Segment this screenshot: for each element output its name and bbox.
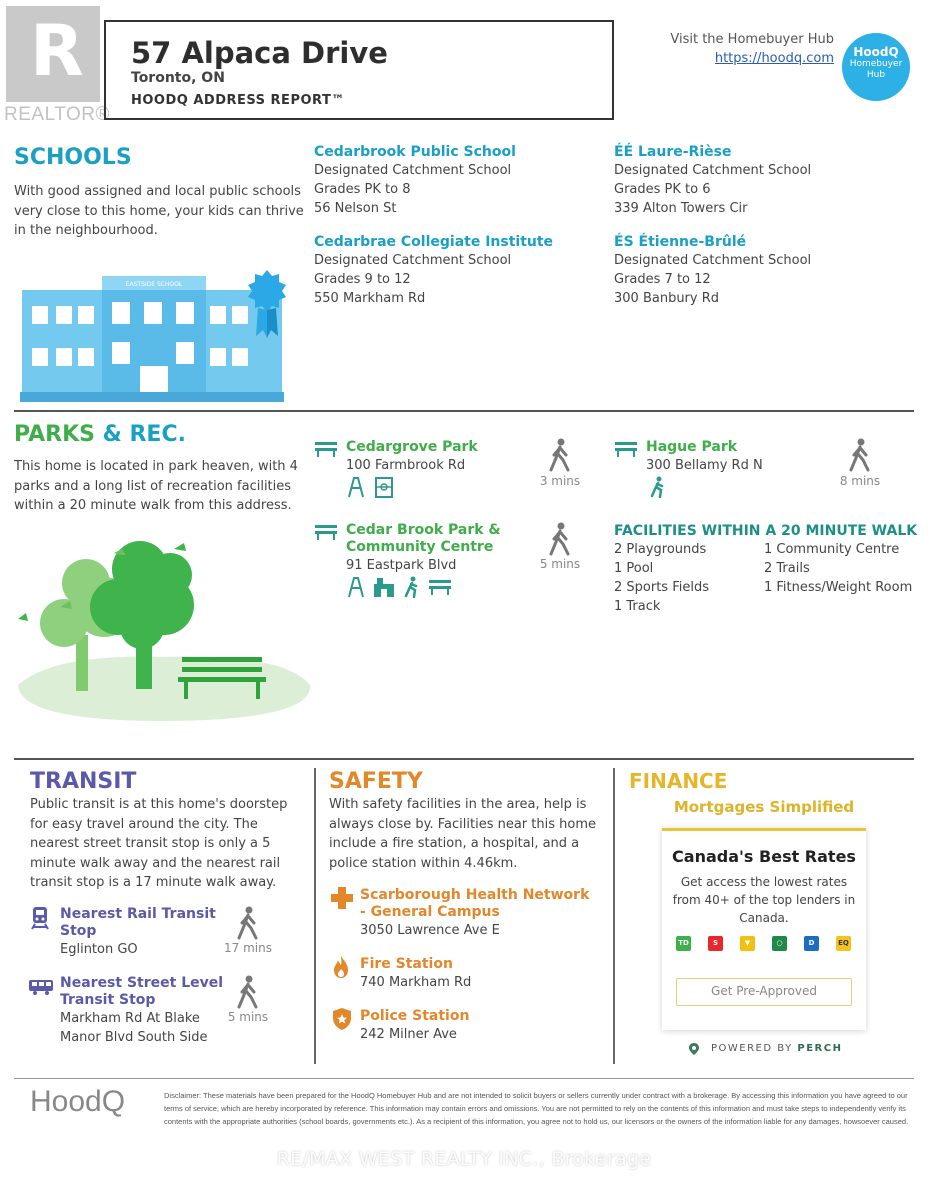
safety-title: SAFETY [329, 769, 423, 794]
parks-description: This home is located in park heaven, with 4 parks and a long list of recreation facilities within a 20 minute walk from this address. [14, 459, 298, 513]
park-name[interactable] [346, 522, 501, 556]
walk-icon [236, 975, 260, 1009]
walk-time: 5 mins [227, 1010, 269, 1024]
bench-icon [314, 440, 338, 458]
street-name-line1: Nearest Street Level [60, 975, 224, 991]
street-name-line2: Transit Stop [60, 992, 156, 1008]
safety-description: With safety facilities in the area, help is always close by. Facilities near this home include a fire station, a hospital, and a police station within 4.46km. [329, 797, 596, 871]
playground-icon [346, 576, 366, 598]
finance-title: FINANCE [629, 769, 728, 793]
fire-station-name[interactable]: Fire Station [360, 956, 453, 972]
park-illustration [14, 535, 314, 725]
transit-title: TRANSIT [30, 769, 137, 794]
column-divider [613, 768, 615, 1064]
runner-icon [402, 576, 420, 598]
powered-by [711, 1043, 842, 1054]
perch-brand: PERCH [797, 1043, 843, 1054]
report-label: HOODQ ADDRESS REPORT™ [131, 93, 345, 108]
parks-title [14, 422, 186, 447]
park-name-line1: Cedar Brook Park & [346, 522, 501, 538]
location-pin-icon [688, 1042, 700, 1056]
walk-icon [548, 522, 572, 556]
school-grades: Grades PK to 8 [314, 182, 411, 197]
playground-icon [346, 476, 366, 498]
page-title: 57 Alpaca Drive [131, 36, 388, 70]
td-bank-icon: TD [676, 936, 691, 951]
school-item [314, 234, 604, 308]
school-name[interactable]: ÉÉ Laure-Rièse [614, 144, 732, 160]
bus-icon [28, 978, 54, 996]
facility-item: 2 Sports Fields [614, 580, 709, 595]
school-name[interactable]: Cedarbrae Collegiate Institute [314, 234, 554, 250]
police-station-name[interactable]: Police Station [360, 1008, 470, 1024]
sports-field-icon [374, 476, 394, 498]
street-stop-line1: Markham Rd At Blake [60, 1011, 200, 1026]
eq-bank-icon: EQ [836, 936, 851, 951]
lender-blue-icon: D [804, 936, 819, 951]
hospital-name-line1: Scarborough Health Network [360, 887, 590, 903]
desjardins-shield-icon: ▼ [740, 936, 755, 951]
walk-time: 8 mins [839, 474, 881, 488]
fire-station-address: 740 Markham Rd [360, 975, 472, 990]
facility-item: 1 Community Centre [764, 542, 900, 557]
walk-time: 5 mins [539, 557, 581, 571]
address-city: Toronto, ON [131, 70, 225, 86]
realtor-logo-letter: R [30, 10, 84, 92]
realtor-wordmark: REALTOR® [4, 104, 110, 125]
powered-by-prefix: POWERED BY [711, 1043, 793, 1054]
hub-link[interactable]: https://hoodq.com [714, 51, 834, 66]
lender-logos [676, 936, 852, 952]
police-station-address: 242 Milner Ave [360, 1027, 457, 1042]
facility-item: 1 Track [614, 599, 661, 614]
street-stop [60, 1009, 208, 1047]
school-sign-text: EASTSIDE SCHOOL [125, 281, 183, 288]
school-type: Designated Catchment School [614, 253, 812, 268]
train-icon [30, 906, 50, 930]
facility-item: 2 Playgrounds [614, 542, 707, 557]
rail-transit-name[interactable] [60, 906, 216, 940]
park-name[interactable]: Hague Park [646, 439, 738, 455]
hoodq-logo: HoodQ [30, 1085, 126, 1118]
school-address: 300 Banbury Rd [614, 291, 720, 306]
park-address: 100 Farmbrook Rd [346, 458, 466, 473]
hoodq-hub-badge[interactable] [842, 33, 910, 101]
parks-title-a: PARKS [14, 422, 95, 447]
scotiabank-icon: S [708, 936, 723, 951]
school-grades: Grades 7 to 12 [614, 272, 711, 287]
badge-sub2: Hub [866, 70, 886, 80]
section-divider [14, 410, 914, 412]
track-runner-icon [648, 476, 666, 498]
school-address: 339 Alton Towers Cir [614, 201, 748, 216]
disclaimer: Disclaimer: These materials have been prepared for the HoodQ Homebuyer Hub and are not intended to solicit buyers or sellers currently under contract with a brokerage. By accessing this information you have agreed to our terms of service, which are hereby incorporated by reference. This information may contain errors and omissions. You are not permitted to rely on the contents of this information and must take steps to independently verify its contents with the appropriate authorities (school boards, governments etc.). As a recipient of this information, you agree not to hold us, our licensors or the owners of the information liable for any damages, howsoever caused. [164, 1091, 909, 1126]
facility-item: 2 Trails [764, 561, 810, 576]
school-address: 56 Nelson St [314, 201, 397, 216]
section-divider [14, 758, 914, 760]
facility-item: 1 Fitness/Weight Room [764, 580, 913, 595]
park-name-line2: Community Centre [346, 539, 494, 555]
badge-title: HoodQ [853, 45, 899, 59]
school-item [314, 144, 604, 218]
walk-icon [236, 906, 260, 940]
walk-icon [548, 438, 572, 472]
fire-icon [332, 955, 350, 979]
rail-name-line2: Stop [60, 923, 97, 939]
hub-visit-text: Visit the Homebuyer Hub [670, 32, 834, 47]
schools-description: With good assigned and local public schools very close to this home, your kids can thrive in the neighbourhood. [14, 184, 304, 238]
card-title: Canada's Best Rates [672, 847, 856, 866]
school-name[interactable]: ÉS Étienne-Brûlé [614, 234, 747, 250]
park-name[interactable]: Cedargrove Park [346, 439, 478, 455]
facility-item: 1 Pool [614, 561, 654, 576]
get-pre-approved-button[interactable]: Get Pre-Approved [676, 978, 852, 1006]
bench-icon [428, 578, 452, 596]
school-item [614, 144, 904, 218]
police-shield-icon [332, 1007, 352, 1031]
school-type: Designated Catchment School [314, 163, 512, 178]
park-address: 300 Bellamy Rd N [646, 458, 763, 473]
hospital-name-line2: - General Campus [360, 904, 500, 920]
street-transit-name[interactable] [60, 975, 223, 1009]
rail-stop: Eglinton GO [60, 942, 138, 957]
school-illustration [20, 262, 304, 402]
facilities-title: FACILITIES WITHIN A 20 MINUTE WALK [614, 523, 918, 539]
parks-title-b: & REC. [102, 422, 186, 447]
walk-icon [848, 438, 872, 472]
column-divider [314, 768, 316, 1064]
school-name[interactable]: Cedarbrook Public School [314, 144, 516, 160]
bench-icon [614, 440, 638, 458]
school-type: Designated Catchment School [314, 253, 512, 268]
transit-description: Public transit is at this home's doorstep for easy travel around the city. The nearest street transit stop is only a 5 minute walk away and the nearest rail transit stop is a 17 minute walk away. [30, 797, 288, 890]
school-item [614, 234, 904, 308]
school-type: Designated Catchment School [614, 163, 812, 178]
street-stop-line2: Manor Blvd South Side [60, 1030, 208, 1045]
facilities-list-left [614, 540, 762, 616]
footer-divider [14, 1078, 914, 1079]
lender-green-icon: ○ [772, 936, 787, 951]
badge-sub1: Homebuyer [849, 59, 903, 69]
school-address: 550 Markham Rd [314, 291, 426, 306]
walk-time: 3 mins [539, 474, 581, 488]
school-grades: Grades PK to 6 [614, 182, 711, 197]
park-address: 91 Eastpark Blvd [346, 558, 457, 573]
hospital-address: 3050 Lawrence Ave E [360, 923, 500, 938]
community-centre-icon [372, 576, 396, 598]
hospital-cross-icon [330, 886, 354, 910]
school-grades: Grades 9 to 12 [314, 272, 411, 287]
finance-tagline: Mortgages Simplified [673, 798, 855, 816]
walk-time: 17 mins [224, 941, 272, 955]
card-text: Get access the lowest rates from 40+ of the top lenders in Canada. [672, 875, 856, 925]
hospital-name[interactable] [360, 887, 589, 921]
facilities-list-right [764, 540, 914, 597]
bench-icon [314, 523, 338, 541]
realtor-logo [6, 6, 100, 102]
brokerage-watermark: RE/MAX WEST REALTY INC., Brokerage [276, 1148, 652, 1170]
rail-name-line1: Nearest Rail Transit [60, 906, 216, 922]
schools-title: SCHOOLS [14, 145, 132, 170]
